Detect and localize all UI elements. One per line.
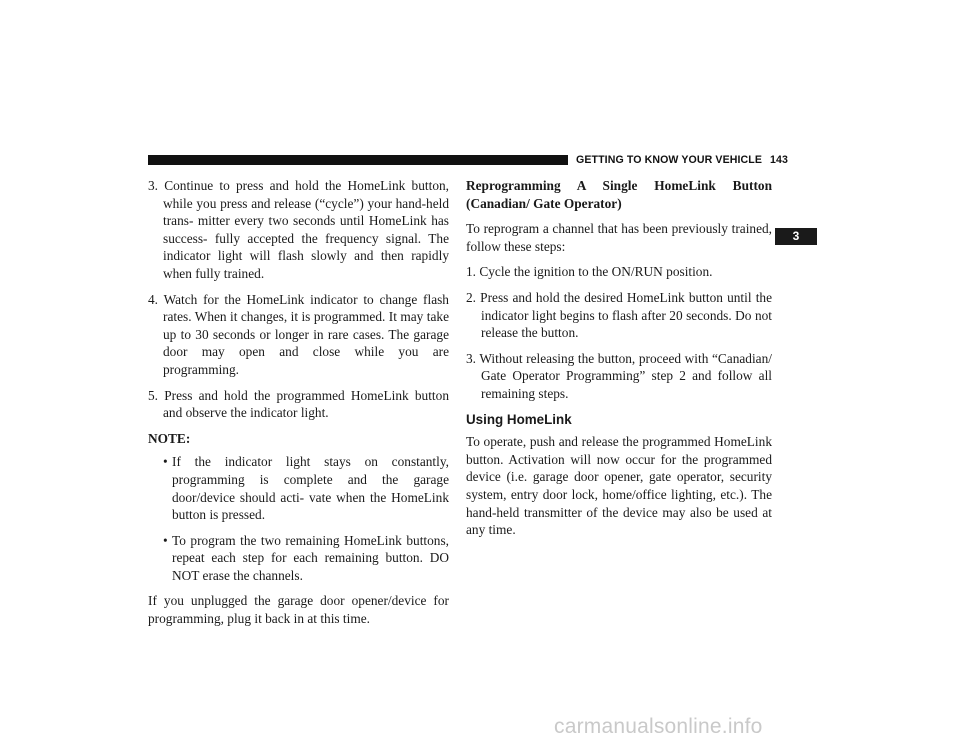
step-number: 3. (466, 350, 477, 366)
step-number: 3. (148, 178, 159, 193)
watermark: carmanualsonline.info (554, 715, 763, 738)
bullet-icon: • (163, 454, 168, 470)
step-3 (466, 350, 772, 403)
step-5 (148, 387, 449, 422)
step-text: Press and hold the programmed HomeLink button and observe the indicator light. (163, 387, 449, 421)
note-bullet (148, 453, 449, 523)
step-number: 5. (148, 387, 159, 403)
header-rule (148, 155, 568, 165)
step-number: 2. (466, 289, 477, 305)
page-number: 143 (770, 154, 789, 166)
step-2 (466, 289, 772, 342)
left-column (148, 177, 449, 636)
step-4 (148, 291, 449, 379)
closing-paragraph: If you unplugged the garage door opener/device for programming, plug it back in at this time. (148, 593, 449, 627)
using-homelink-heading: Using HomeLink (466, 411, 572, 427)
step-1 (466, 263, 772, 281)
step-number: 1. (466, 264, 477, 280)
bullet-text: If the indicator light stays on constantly, programming is complete and the garage door/device should acti- vate when the HomeLink button is pressed. (172, 454, 449, 523)
step-text: Press and hold the desired HomeLink button until the indicator light begins to flash after 20 seconds. Do not release the button. (480, 289, 772, 341)
reprogram-heading: Reprogramming A Single HomeLink Button (Canadian/ Gate Operator) (466, 178, 772, 211)
step-text: Watch for the HomeLink indicator to change flash rates. When it changes, it is programmed. It may take up to 30 seconds or longer in rare cases. The garage door may open and close while you are programming. (163, 291, 449, 377)
step-text: Without releasing the button, proceed with “Canadian/ Gate Operator Programming” step 2 and follow all remaining steps. (479, 350, 772, 401)
bullet-icon: • (163, 532, 168, 548)
bullet-text: To program the two remaining HomeLink buttons, repeat each step for each remaining button. DO NOT erase the channels. (172, 532, 449, 583)
using-homelink-text: To operate, push and release the programmed HomeLink button. Activation will now occur for the programmed device (i.e. garage door opener, gate operator, security system, entry door lock, home/office lighting, etc.). The hand-held transmitter of the device may also be used at any time. (466, 434, 772, 538)
step-number: 4. (148, 291, 159, 307)
running-header (576, 154, 788, 168)
step-text: Continue to press and hold the HomeLink button, while you press and release (“cycle”) your hand-held trans- mitter every two seconds until HomeLink has success- fully accepted the frequency signal. The indicator light will flash slowly and then rapidly when fully trained. (163, 178, 449, 281)
chapter-tab: 3 (775, 228, 817, 245)
note-bullet (148, 532, 449, 585)
reprogram-intro: To reprogram a channel that has been previously trained, follow these steps: (466, 221, 772, 254)
step-text: Cycle the ignition to the ON/RUN position. (479, 264, 713, 280)
section-title: GETTING TO KNOW YOUR VEHICLE (576, 154, 763, 166)
note-label: NOTE: (148, 430, 191, 446)
step-3 (148, 177, 449, 283)
right-column (466, 177, 772, 547)
